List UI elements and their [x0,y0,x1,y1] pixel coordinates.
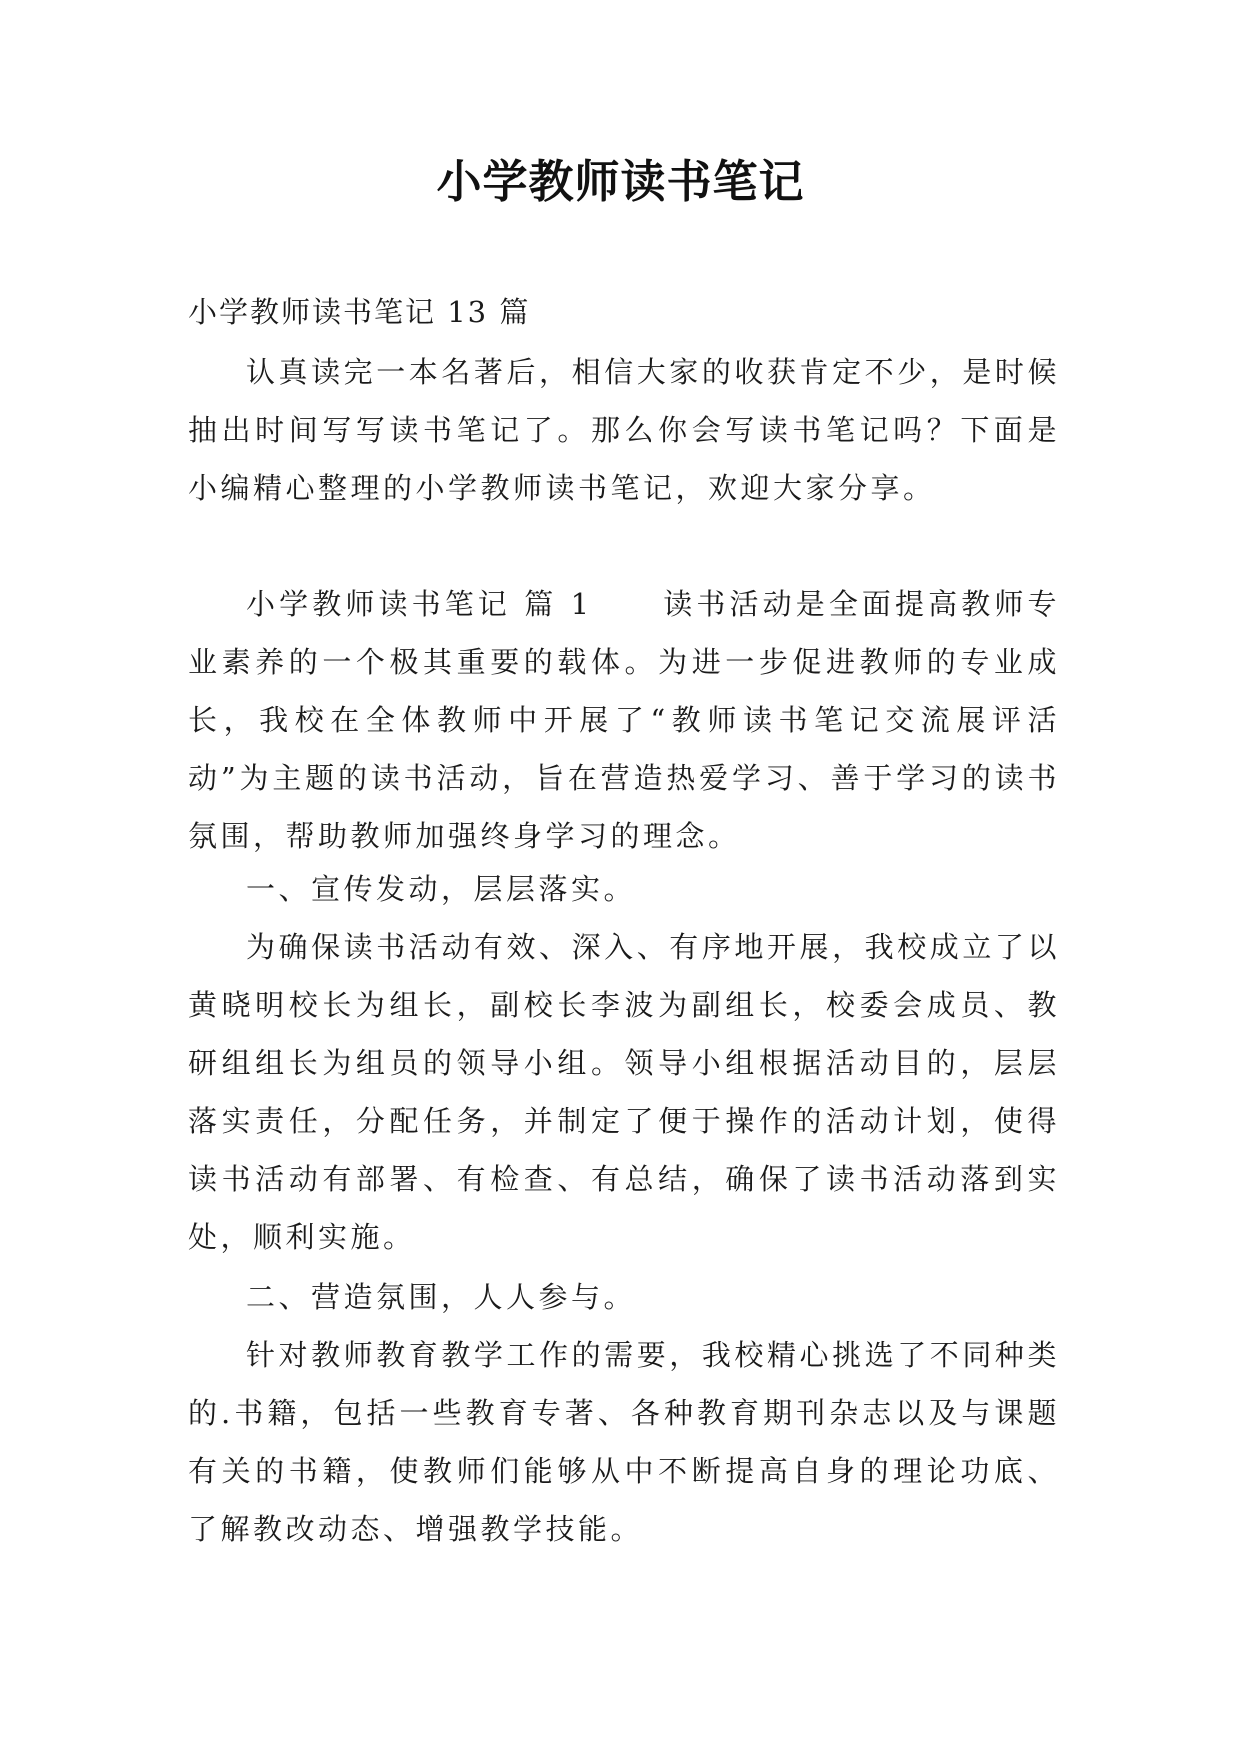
section-1-text: 读书活动是全面提高教师专业素养的一个极其重要的载体。为进一步促进教师的专业成长，我校在全体教师中开展了“教师读书笔记交流展评活动”为主题的读书活动，旨在营造热爱学习、善于学习的读书氛围，帮助教师加强终身学习的理念。 [188,587,1060,853]
point-2-heading: 二、营造氛围，人人参与。 [246,1280,637,1314]
section-1-paragraph [188,575,1060,865]
document-subtitle: 小学教师读书笔记 13 篇 [188,295,531,329]
intro-paragraph: 认真读完一本名著后，相信大家的收获肯定不少，是时候抽出时间写写读书笔记了。那么你会写读书笔记吗？下面是小编精心整理的小学教师读书笔记，欢迎大家分享。 [188,355,1060,505]
point-1-heading: 一、宣传发动，层层落实。 [246,872,637,906]
section-1-heading: 小学教师读书笔记 篇 1 [246,587,593,621]
document-title: 小学教师读书笔记 [436,155,805,208]
point-1-paragraph: 为确保读书活动有效、深入、有序地开展，我校成立了以黄晓明校长为组长，副校长李波为副组长，校委会成员、教研组组长为组员的领导小组。领导小组根据活动目的，层层落实责任，分配任务，并制定了便于操作的活动计划，使得读书活动有部署、有检查、有总结，确保了读书活动落到实处，顺利实施。 [188,930,1060,1254]
point-2-paragraph: 针对教师教育教学工作的需要，我校精心挑选了不同种类的.书籍，包括一些教育专著、各种教育期刊杂志以及与课题有关的书籍，使教师们能够从中不断提高自身的理论功底、了解教改动态、增强教学技能。 [188,1338,1060,1546]
